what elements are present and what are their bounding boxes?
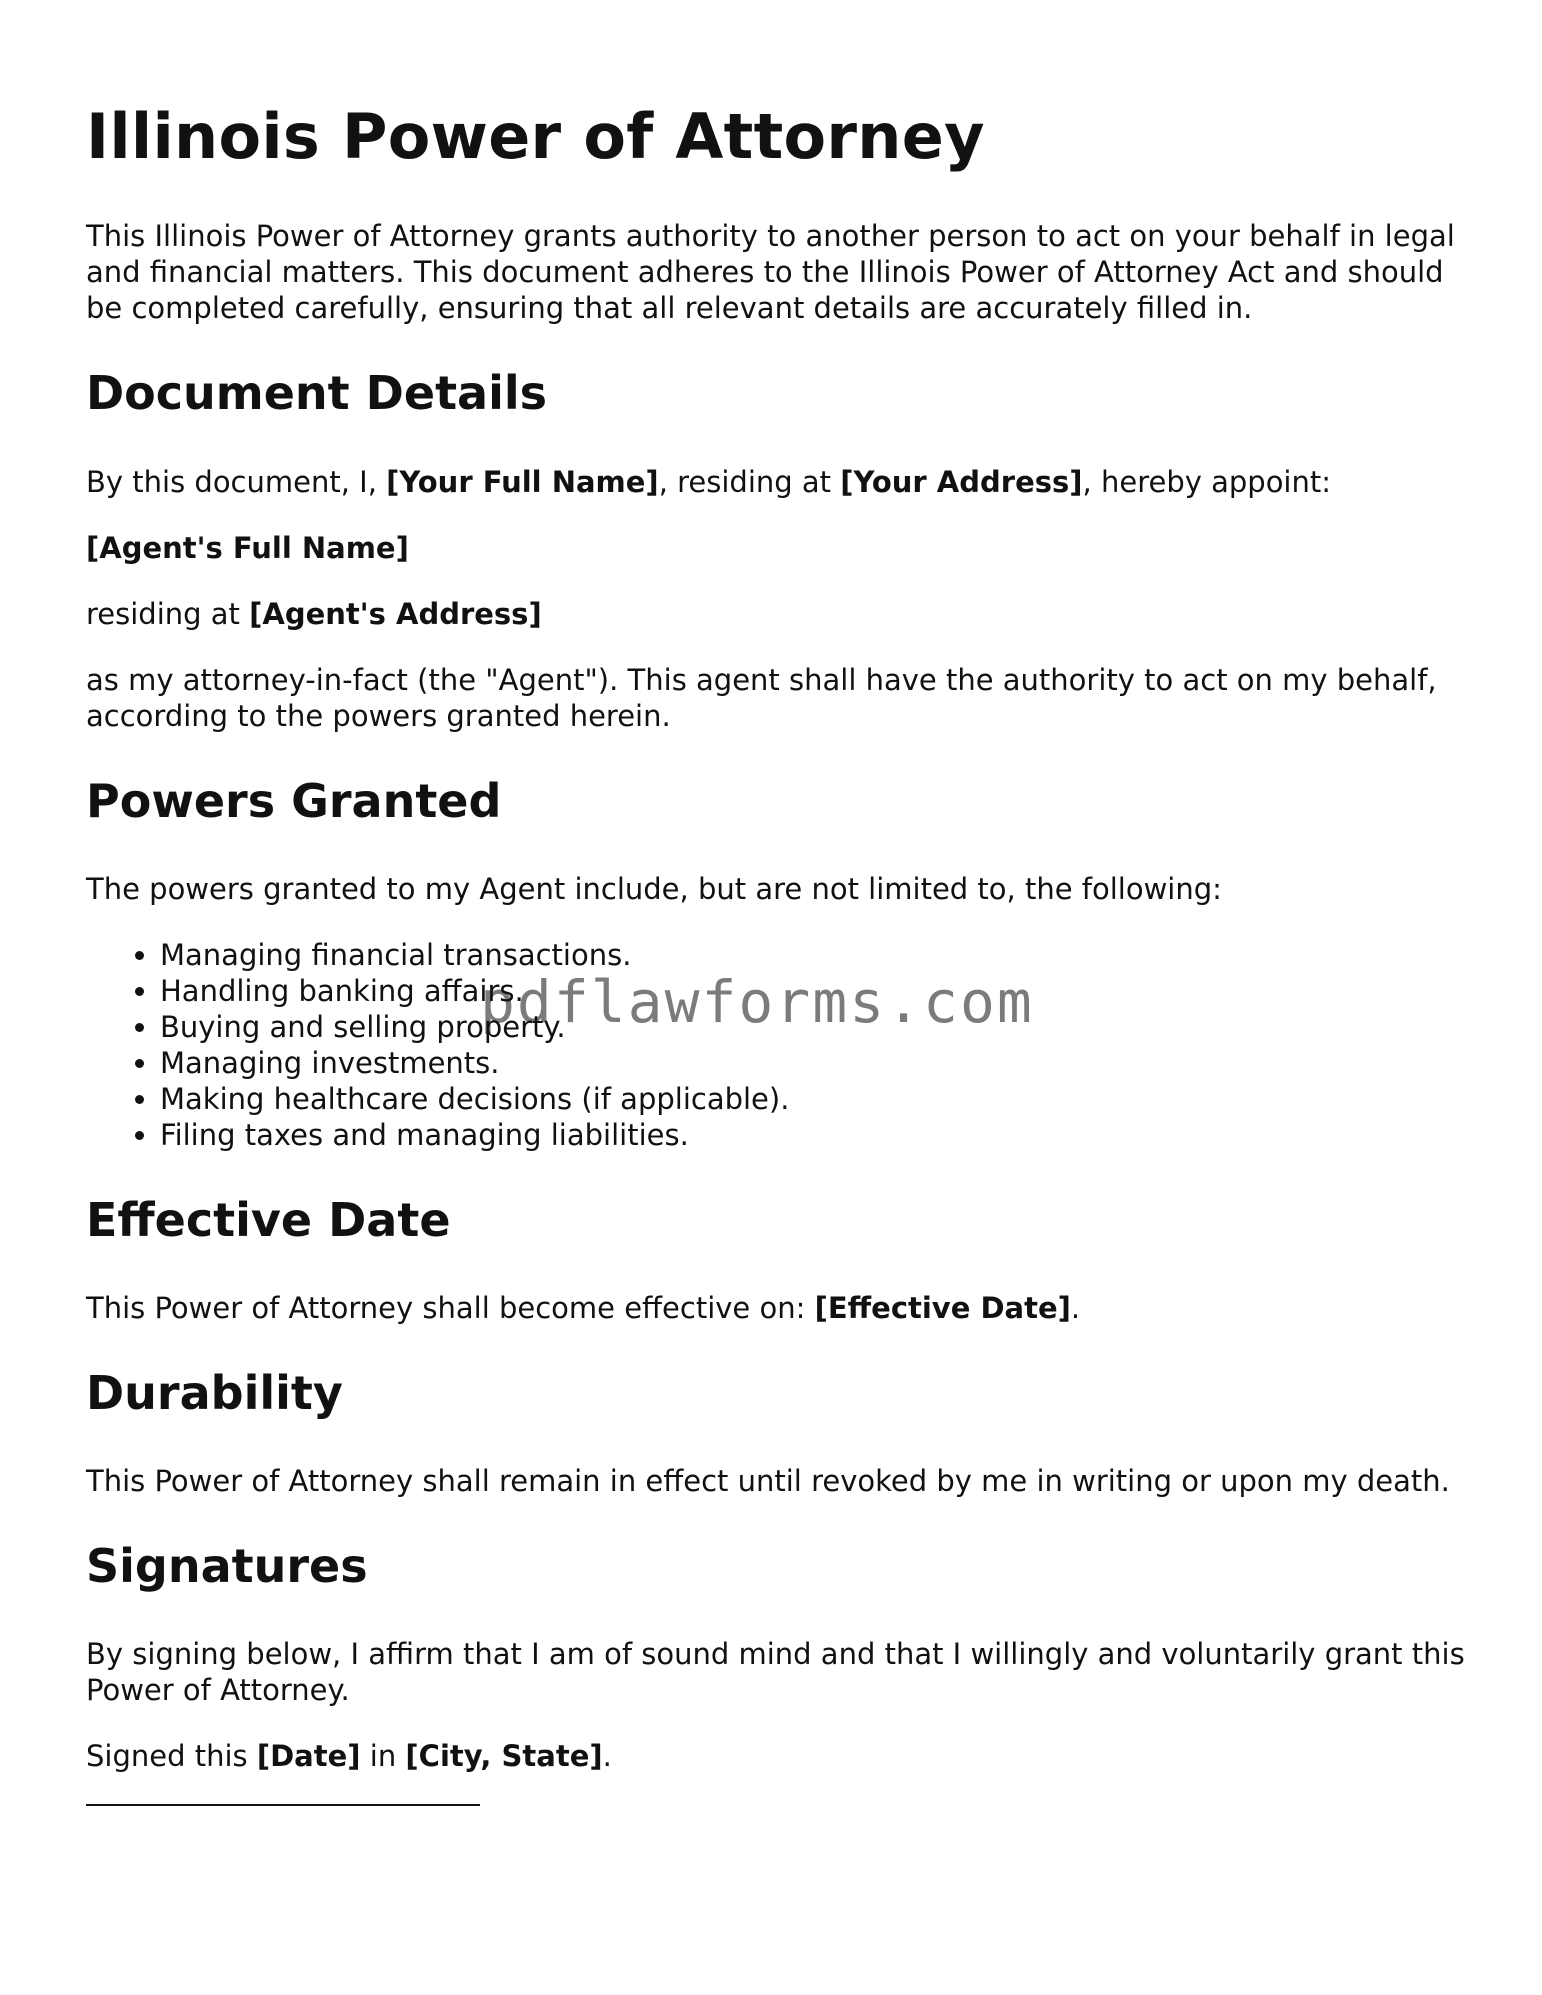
appointment-prefix: By this document, I, xyxy=(86,464,387,499)
signature-line xyxy=(86,1804,480,1806)
watermark: pdflawforms.com xyxy=(480,968,1034,1036)
page-title: Illinois Power of Attorney xyxy=(86,100,985,173)
effective-date-statement xyxy=(86,1290,1466,1326)
signed-location-placeholder: [City, State] xyxy=(405,1739,603,1774)
signature-affirmation: By signing below, I affirm that I am of sound mind and that I willingly and voluntarily grant this Power of Attorney. xyxy=(86,1637,1465,1708)
appointment-middle: , residing at xyxy=(658,464,841,499)
agent-role-paragraph: as my attorney-in-fact (the "Agent"). This agent shall have the authority to act on my behalf, according to the powers granted herein. xyxy=(86,662,1437,733)
appointment-suffix: , hereby appoint: xyxy=(1082,464,1332,499)
principal-name-placeholder: [Your Full Name] xyxy=(386,464,659,499)
effective-date-heading: Effective Date xyxy=(86,1192,451,1247)
intro-paragraph: This Illinois Power of Attorney grants authority to another person to act on your behalf in legal and financial matters. This document adheres to the Illinois Power of Attorney Act and should be completed carefully, ensuring that all relevant details are accurately filled in. xyxy=(86,219,1455,326)
signed-date-placeholder: [Date] xyxy=(256,1739,361,1774)
agent-address-prefix: residing at xyxy=(86,596,250,631)
appointment-statement xyxy=(86,464,1466,500)
principal-address-placeholder: [Your Address] xyxy=(840,464,1083,499)
effective-date-suffix: . xyxy=(1070,1290,1081,1325)
effective-date-prefix: This Power of Attorney shall become effective on: xyxy=(86,1290,815,1325)
list-item: • Filing taxes and managing liabilities. xyxy=(160,1117,1466,1153)
list-item: • Making healthcare decisions (if applicable). xyxy=(160,1081,1466,1117)
agent-address-placeholder: [Agent's Address] xyxy=(249,596,542,631)
list-item: • Handling banking affairs. xyxy=(160,973,1466,1009)
signed-statement xyxy=(86,1738,1466,1774)
agent-name-line xyxy=(86,530,1466,566)
powers-intro: The powers granted to my Agent include, but are not limited to, the following: xyxy=(86,871,1222,906)
durability-statement: This Power of Attorney shall remain in effect until revoked by me in writing or upon my death. xyxy=(86,1464,1450,1499)
signed-middle: in xyxy=(360,1739,406,1774)
powers-granted-heading: Powers Granted xyxy=(86,773,502,828)
agent-name-placeholder: [Agent's Full Name] xyxy=(86,530,409,565)
document-page xyxy=(86,100,1466,1806)
effective-date-placeholder: [Effective Date] xyxy=(814,1290,1071,1325)
list-item: • Buying and selling property. xyxy=(160,1009,1466,1045)
signed-suffix: . xyxy=(602,1739,612,1774)
signatures-heading: Signatures xyxy=(86,1539,368,1594)
agent-address-line xyxy=(86,596,1466,632)
list-item: • Managing investments. xyxy=(160,1045,1466,1081)
durability-heading: Durability xyxy=(86,1365,343,1420)
signed-prefix: Signed this xyxy=(86,1739,257,1774)
document-details-heading: Document Details xyxy=(86,366,548,421)
list-item: • Managing financial transactions. xyxy=(160,937,1466,973)
